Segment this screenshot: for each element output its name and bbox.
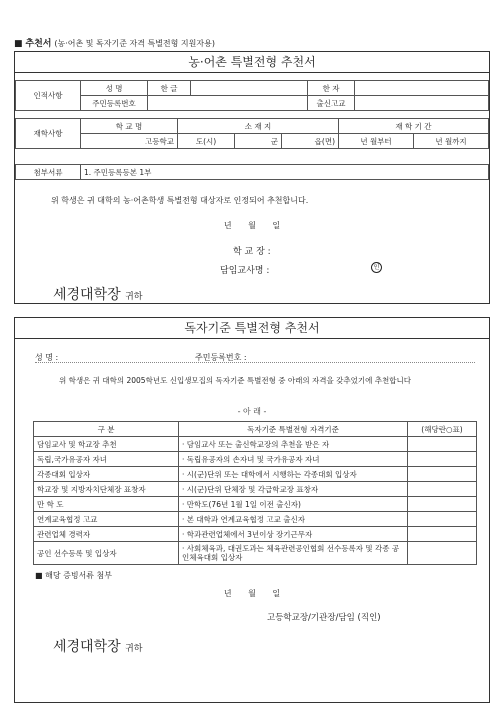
row-criteria: · 시(군)단위 단체장 및 각급학교장 표창자 <box>179 482 408 497</box>
row-check-cell[interactable] <box>408 467 477 482</box>
form2-statement: 위 학생은 귀 대학의 2005학년도 신입생모집의 독자기준 특별전형 중 아래의 자격을 갖추었기에 추천합니다 <box>59 376 411 385</box>
location-label: 소 재 지 <box>178 119 339 134</box>
below-heading: - 아 래 - <box>237 407 267 416</box>
col-criteria: 독자기준 특별전형 자격기준 <box>179 422 408 437</box>
col-check: (해당란○표) <box>408 422 477 437</box>
province-field[interactable]: 도(시) <box>178 134 235 149</box>
row-check-cell[interactable] <box>408 512 477 527</box>
form1-addressee <box>53 284 142 304</box>
county-field[interactable]: 군 <box>235 134 282 149</box>
table-row <box>34 452 477 467</box>
school-label: 출신고교 <box>308 96 355 111</box>
row-category: 학교장 및 지방자치단체장 표창자 <box>34 482 179 497</box>
form2-date: 년 월 일 <box>223 589 281 598</box>
form2-name-label: 성 명 : <box>35 353 59 362</box>
row-check-cell[interactable] <box>408 437 477 452</box>
table-row <box>34 497 477 512</box>
attachment-table <box>15 164 489 180</box>
principal-label: 학 교 장 : <box>233 247 271 257</box>
personal-info-table <box>15 80 489 111</box>
form2-addressee <box>53 636 142 656</box>
period-to-field[interactable]: 년 월까지 <box>414 134 489 149</box>
school-field[interactable] <box>355 96 489 111</box>
document-subtitle: (농·어촌 및 독자기준 자격 특별전형 지원자용) <box>54 39 215 48</box>
row-category: 독립,국가유공자 자녀 <box>34 452 179 467</box>
hanja-label: 한 자 <box>308 81 355 96</box>
row-category: 만 학 도 <box>34 497 179 512</box>
row-check-cell[interactable] <box>408 482 477 497</box>
form1-title: 농·어촌 특별전형 추천서 <box>15 52 489 73</box>
row-check-cell[interactable] <box>408 527 477 542</box>
hangul-label: 한 글 <box>148 81 191 96</box>
period-from-field[interactable]: 년 월부터 <box>339 134 414 149</box>
personal-section-label: 인적사항 <box>16 81 81 111</box>
school-record-section-label: 재학사항 <box>16 119 81 149</box>
row-criteria: · 학과관련업체에서 3년이상 장기근무자 <box>179 527 408 542</box>
form2-title: 독자기준 특별전형 추천서 <box>15 318 489 339</box>
signer-line: 고등학교장/기관장/담임 (직인) <box>267 613 381 623</box>
row-criteria: · 독립유공자의 손자녀 및 국가유공자 자녀 <box>179 452 408 467</box>
table-row <box>34 542 477 565</box>
seal-mark: 인 <box>371 262 382 273</box>
row-criteria: · 시(군)단위 또는 대학에서 시행하는 각종대회 입상자 <box>179 467 408 482</box>
period-label: 재 학 기 간 <box>339 119 489 134</box>
row-criteria: · 본 대학과 연계교육협정 고교 출신자 <box>179 512 408 527</box>
table-row <box>34 527 477 542</box>
row-check-cell[interactable] <box>408 452 477 467</box>
school-name-label: 학 교 명 <box>81 119 178 134</box>
school-record-table <box>15 118 489 149</box>
row-category: 연계교육협정 고교 <box>34 512 179 527</box>
table-row <box>34 482 477 497</box>
school-name-field[interactable]: 고등학교 <box>81 134 178 149</box>
row-category: 공인 선수등록 및 입상자 <box>34 542 179 565</box>
row-category: 담임교사 및 학교장 추천 <box>34 437 179 452</box>
document-header <box>14 36 215 49</box>
attachment-label: 첨부서류 <box>16 165 81 180</box>
independent-criteria-form <box>14 317 490 703</box>
hanja-name-field[interactable] <box>355 81 489 96</box>
town-field[interactable]: 읍(면) <box>282 134 339 149</box>
criteria-table <box>33 421 477 565</box>
row-criteria: · 사회체육과, 대권도과는 체육관련공인협회 선수등록자 및 각종 공인체육대회 입상자 <box>179 542 408 565</box>
honorific: 귀하 <box>125 644 143 654</box>
rrn-field[interactable] <box>148 96 308 111</box>
form1-statement: 위 학생은 귀 대학의 농·어촌학생 특별전형 대상자로 인정되어 추천합니다. <box>51 196 309 205</box>
row-category: 관련업체 경력자 <box>34 527 179 542</box>
table-row <box>34 437 477 452</box>
hangul-name-field[interactable] <box>191 81 308 96</box>
row-criteria: · 담임교사 또는 출신학교장의 추천을 받은 자 <box>179 437 408 452</box>
bullet: ■ <box>14 39 23 49</box>
row-check-cell[interactable] <box>408 542 477 565</box>
rural-recommendation-form <box>14 51 490 304</box>
form2-rrn-label: 주민등록번호 : <box>195 353 247 362</box>
row-check-cell[interactable] <box>408 497 477 512</box>
document-title: 추천서 <box>25 39 52 49</box>
honorific: 귀하 <box>125 292 143 302</box>
university-name: 세경대학장 <box>53 639 121 655</box>
row-criteria: · 만학도(76년 1월 1일 이전 출신자) <box>179 497 408 512</box>
table-row <box>34 467 477 482</box>
divider <box>35 362 475 363</box>
homeroom-teacher-label: 담임교사명 : <box>220 266 270 276</box>
evidence-footnote: ■ 해당 증빙서류 첨부 <box>35 571 113 580</box>
table-row <box>34 512 477 527</box>
col-category: 구 분 <box>34 422 179 437</box>
name-label: 성 명 <box>81 81 148 96</box>
row-category: 각종대회 입상자 <box>34 467 179 482</box>
rrn-label: 주민등록번호 <box>81 96 148 111</box>
form1-date: 년 월 일 <box>223 221 281 230</box>
attachment-value: 1. 주민등록등본 1부 <box>81 165 489 180</box>
university-name: 세경대학장 <box>53 287 121 303</box>
